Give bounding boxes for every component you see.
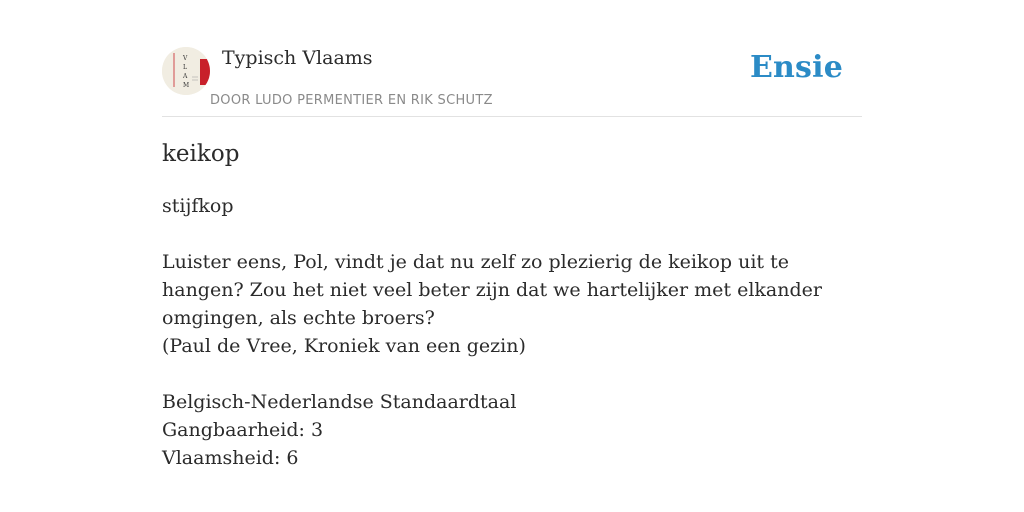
- svg-text:V: V: [183, 55, 188, 62]
- entry-term: keikop: [162, 141, 240, 167]
- gangbaarheid: Gangbaarheid: 3: [162, 419, 324, 441]
- svg-text:M: M: [183, 82, 190, 89]
- entry-example: Luister eens, Pol, vindt je dat nu zelf zo plezierig de keikop uit te hangen? Zou het niet veel beter zijn dat we hartelijker met elkander omgingen, als echte broers?: [162, 251, 822, 329]
- entry-content: [162, 136, 862, 472]
- entry-metadata: [162, 388, 862, 472]
- book-title[interactable]: Typisch Vlaams: [222, 47, 373, 69]
- book-author: DOOR LUDO PERMENTIER EN RIK SCHUTZ: [210, 93, 493, 108]
- book-cover-logo-icon[interactable]: [162, 47, 210, 95]
- entry-definition: stijfkop: [162, 195, 234, 217]
- language-variant: Belgisch-Nederlandse Standaardtaal: [162, 391, 517, 413]
- entry-source: (Paul de Vree, Kroniek van een gezin): [162, 335, 526, 357]
- vlaamsheid: Vlaamsheid: 6: [162, 447, 299, 469]
- svg-text:L: L: [183, 64, 187, 71]
- svg-text:A: A: [183, 73, 188, 80]
- header: [162, 0, 862, 117]
- ensie-logo-link[interactable]: Ensie: [749, 50, 843, 85]
